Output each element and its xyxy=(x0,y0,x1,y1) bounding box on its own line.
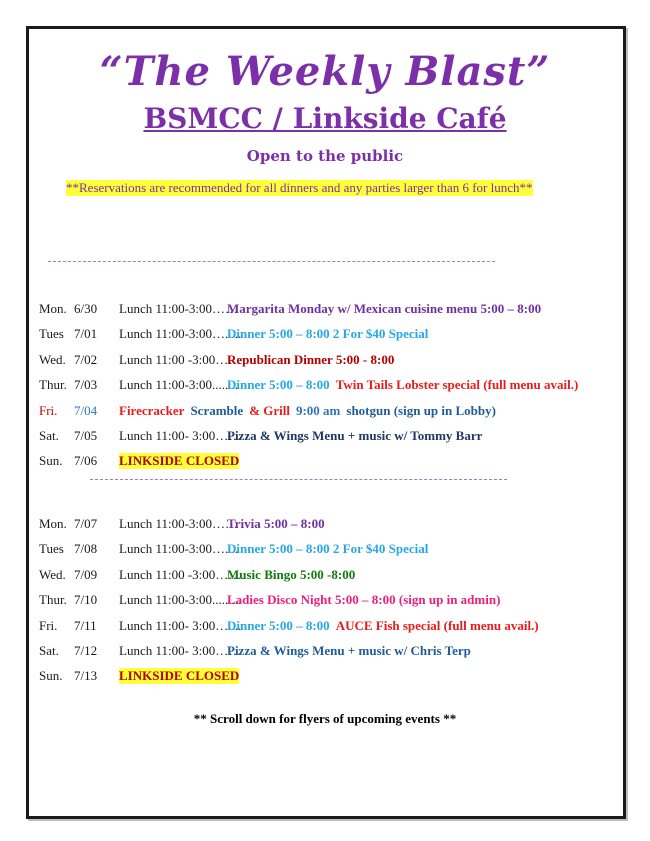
date-label: 7/11 xyxy=(74,617,97,633)
event-text: Trivia 5:00 – 8:00 xyxy=(227,516,325,531)
newsletter-title: “The Weekly Blast” xyxy=(99,48,551,95)
date-label: 7/03 xyxy=(74,377,98,393)
event-text: Twin Tails Lobster special (full menu avail.) xyxy=(335,377,579,393)
schedule-row xyxy=(39,643,619,661)
lunch-hours: Lunch 11:00-3:00…… xyxy=(119,516,239,531)
date-label: 7/09 xyxy=(74,566,98,582)
schedule-row xyxy=(39,326,619,344)
day-label: Fri. xyxy=(39,617,58,633)
lunch-hours: Lunch 11:00-3:00…..... xyxy=(119,326,242,342)
footer-note: ** Scroll down for flyers of upcoming events ** xyxy=(193,711,457,726)
schedule-row xyxy=(39,592,619,610)
lunch-hours: Lunch 11:00 -3:00…… xyxy=(119,566,242,582)
day-label: Wed. xyxy=(39,566,66,582)
day-label: Tues xyxy=(39,326,64,342)
event-text: Pizza & Wings Menu + music w/ Tommy Barr xyxy=(227,428,483,443)
day-label: Sat. xyxy=(39,428,59,443)
lunch-hours: Lunch 11:00- 3:00…… xyxy=(119,643,242,658)
divider xyxy=(90,479,507,480)
event-text: Pizza & Wings Menu + music w/ Chris Terp xyxy=(227,643,471,658)
event-text: Dinner 5:00 – 8:00 xyxy=(227,617,330,633)
event-text: Ladies Disco Night 5:00 – 8:00 (sign up in admin) xyxy=(227,592,501,608)
schedule-row xyxy=(39,377,619,395)
date-label: 7/05 xyxy=(74,428,98,443)
schedule-row xyxy=(39,428,619,446)
day-label: Sun. xyxy=(39,668,63,684)
day-label: Sat. xyxy=(39,643,59,658)
closed-notice: LINKSIDE CLOSED xyxy=(119,668,240,684)
schedule-row xyxy=(39,301,619,319)
lunch-hours: Lunch 11:00- 3:00…… xyxy=(119,428,242,443)
date-label: 7/13 xyxy=(74,668,98,684)
event-text: Firecracker xyxy=(119,402,185,418)
schedule-row xyxy=(39,618,619,636)
date-label: 6/30 xyxy=(74,301,98,316)
event-text: AUCE Fish special (full menu avail.) xyxy=(335,617,539,633)
schedule-row xyxy=(39,453,619,471)
closed-notice: LINKSIDE CLOSED xyxy=(119,453,240,469)
event-text: Republican Dinner 5:00 - 8:00 xyxy=(227,351,395,367)
day-label: Mon. xyxy=(39,301,67,316)
day-label: Thur. xyxy=(39,377,67,393)
event-text: Margarita Monday w/ Mexican cuisine menu 5:00 – 8:00 xyxy=(227,301,542,316)
event-text: shotgun (sign up in Lobby) xyxy=(346,402,496,418)
date-label: 7/01 xyxy=(74,326,98,342)
event-text: Dinner 5:00 – 8:00 2 For $40 Special xyxy=(227,326,429,342)
lunch-hours: Lunch 11:00 -3:00…… xyxy=(119,351,242,367)
lunch-hours: Lunch 11:00-3:00…… xyxy=(119,301,239,316)
day-label: Wed. xyxy=(39,351,66,367)
open-note: Open to the public xyxy=(246,147,404,165)
cafe-name: BSMCC / Linkside Café xyxy=(143,102,507,135)
schedule-row xyxy=(39,668,619,686)
date-label: 7/07 xyxy=(74,516,98,531)
date-label: 7/06 xyxy=(74,453,98,469)
event-text: & Grill xyxy=(249,402,290,418)
lunch-hours: Lunch 11:00- 3:00….... xyxy=(119,617,242,633)
date-label: 7/02 xyxy=(74,351,98,367)
divider xyxy=(48,261,495,262)
schedule-row xyxy=(39,403,619,421)
date-label: 7/04 xyxy=(74,402,98,418)
day-label: Tues xyxy=(39,541,64,557)
schedule-row xyxy=(39,516,619,534)
event-text: Scramble xyxy=(190,402,244,418)
schedule-row xyxy=(39,541,619,559)
page-frame xyxy=(26,26,626,819)
day-label: Sun. xyxy=(39,453,63,469)
event-text: Dinner 5:00 – 8:00 2 For $40 Special xyxy=(227,541,429,557)
day-label: Thur. xyxy=(39,592,67,608)
lunch-hours: Lunch 11:00-3:00….... xyxy=(119,541,239,557)
day-label: Mon. xyxy=(39,516,67,531)
schedule-row xyxy=(39,352,619,370)
event-text: Music Bingo 5:00 -8:00 xyxy=(227,566,356,582)
date-label: 7/12 xyxy=(74,643,98,658)
event-text: Dinner 5:00 – 8:00 xyxy=(227,377,330,393)
schedule-row xyxy=(39,567,619,585)
date-label: 7/10 xyxy=(74,592,98,608)
event-text: 9:00 am xyxy=(295,402,341,418)
day-label: Fri. xyxy=(39,402,58,418)
reservation-note: **Reservations are recommended for all dinners and any parties larger than 6 for lunch** xyxy=(66,180,533,195)
date-label: 7/08 xyxy=(74,541,98,557)
lunch-hours: Lunch 11:00-3:00......... xyxy=(119,592,242,608)
lunch-hours: Lunch 11:00-3:00........ xyxy=(119,377,239,393)
